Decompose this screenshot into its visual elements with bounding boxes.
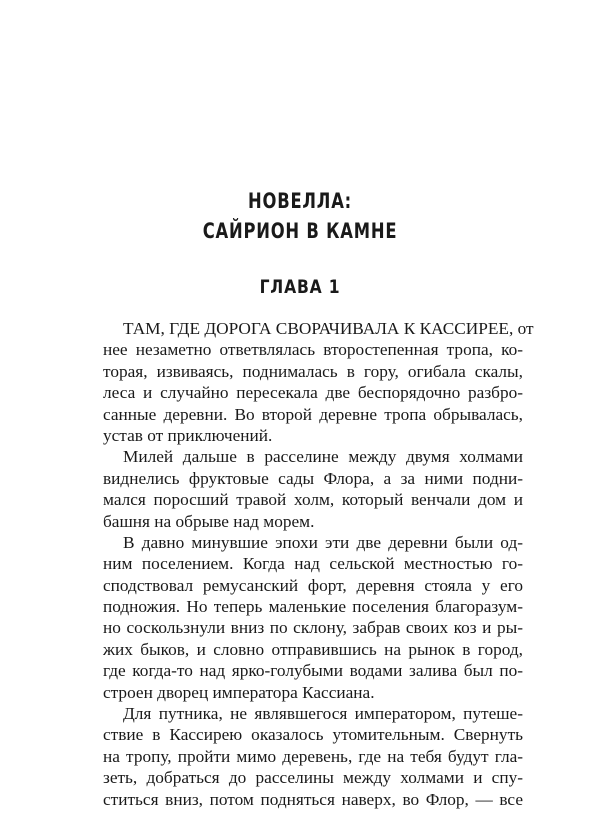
text-line: Милей дальше в расселине между двумя холмами [123, 447, 523, 467]
text-line: ститься вниз, потом подняться наверх, во Флор, — все [103, 789, 523, 809]
text-line: на тропу, пройти мимо деревень, где на тебя будут гла- [103, 746, 523, 766]
text-line: В давно минувшие эпохи эти две деревни были од- [123, 532, 523, 552]
text-line: но соскользнули вниз по склону, забрав своих коз и ры- [103, 618, 523, 638]
body-text [103, 318, 534, 810]
text-line: нее незаметно ответвлялась второстепенная тропа, ко- [103, 340, 523, 360]
text-line: ним поселением. Когда над сельской местностью го- [103, 554, 523, 574]
novella-title-line-2: САЙРИОН В КАМНЕ [202, 219, 398, 243]
text-line: подножия. Но теперь маленькие поселения благоразум- [103, 597, 523, 617]
text-line: санные деревни. Во второй деревне тропа обрывалась, [103, 404, 523, 424]
text-line: устав от приключений. [103, 425, 273, 445]
text-line: где когда-то над ярко-голубыми водами залива был по- [103, 661, 523, 681]
text-line: сподствовал ремусанский форт, деревня стояла у его [103, 575, 523, 595]
text-line: Для путника, не являвшегося императором, путеше- [123, 704, 523, 724]
text-line: виднелись фруктовые сады Флора, а за ними подни- [103, 468, 523, 488]
chapter-heading: ГЛАВА 1 [259, 276, 341, 298]
text-line: торая, извиваясь, поднималась в гору, огибала скалы, [103, 361, 523, 381]
text-line: ствие в Кассирею оказалось утомительным. Свернуть [103, 725, 523, 745]
novella-title-line-1: НОВЕЛЛА: [247, 189, 352, 213]
text-line: мался поросший травой холм, который венчали дом и [103, 490, 523, 510]
text-line: строен дворец императора Кассиана. [103, 682, 375, 702]
text-line: башня на обрыве над морем. [103, 511, 315, 531]
text-line: зеть, добраться до расселины между холмами и спу- [103, 768, 523, 788]
text-line: леса и случайно пересекала две беспорядочно разбро- [103, 383, 523, 403]
text-line: ТАМ, ГДЕ ДОРОГА СВОРАЧИВАЛА К КАССИРЕЕ, от [123, 319, 534, 338]
novella-title [66, 186, 534, 246]
text-line: жих быков, и словно отправившись на рынок в город, [103, 639, 523, 659]
